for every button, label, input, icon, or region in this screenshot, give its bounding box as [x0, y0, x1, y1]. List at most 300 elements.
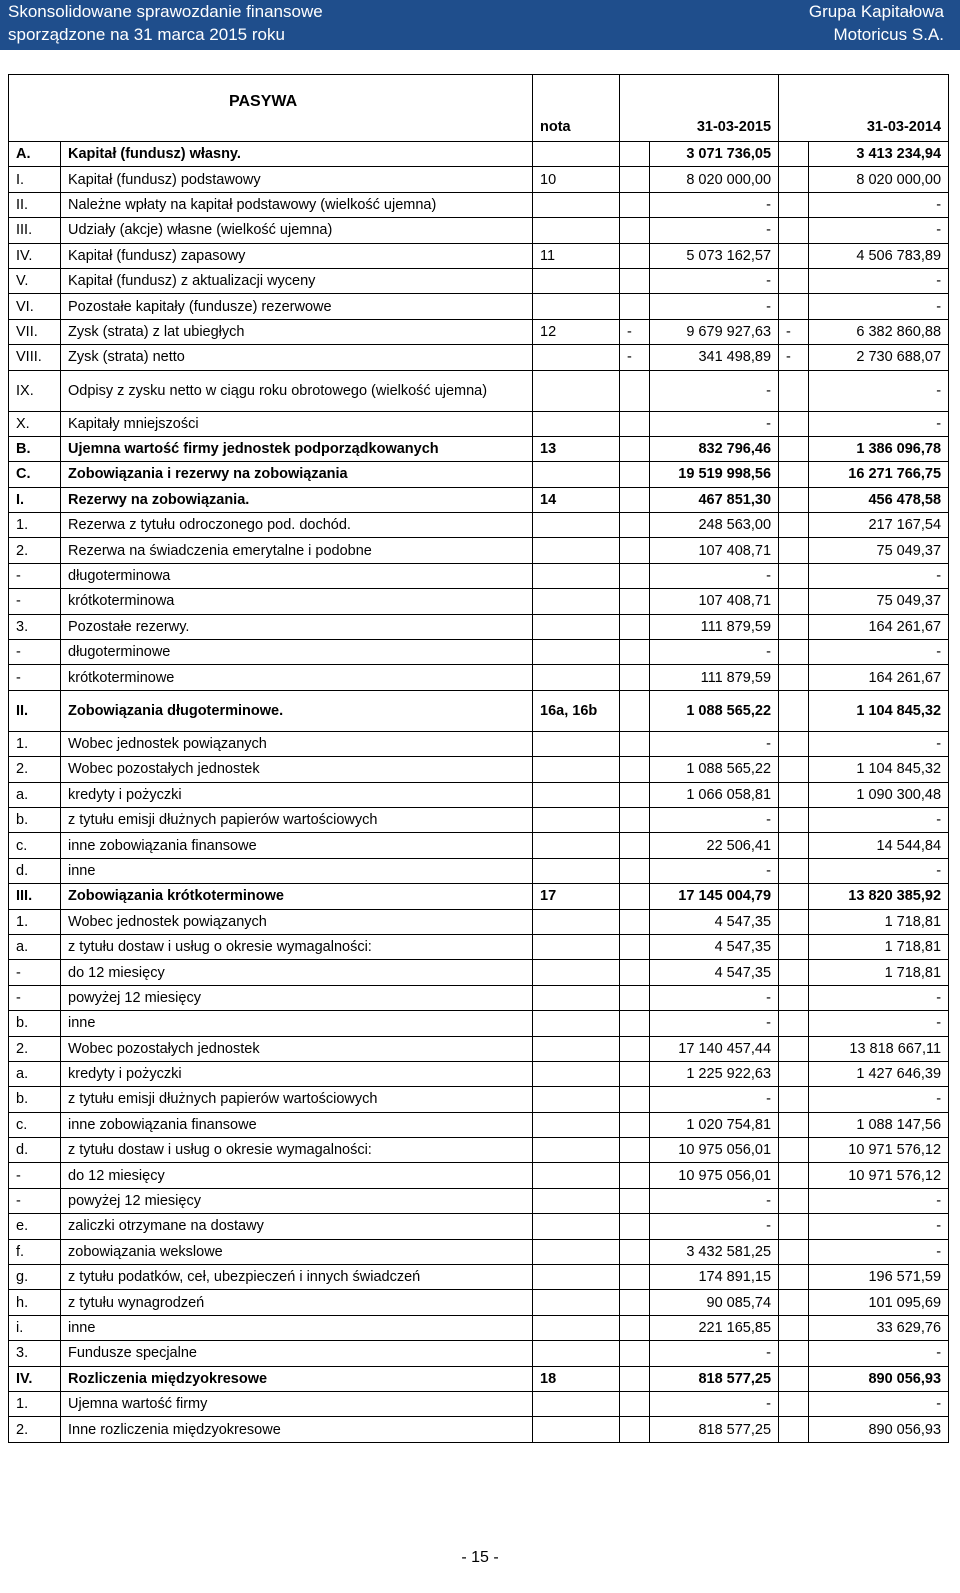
- row-id-cell: 1.: [9, 731, 61, 756]
- table-row: [9, 1087, 949, 1112]
- row-value-2015-cell: 4 547,35: [650, 960, 779, 985]
- row-id-cell: C.: [9, 462, 61, 487]
- row-prefix-2015-cell: [620, 1265, 650, 1290]
- row-prefix-2014-cell: [779, 167, 809, 192]
- row-id-cell: -: [9, 985, 61, 1010]
- row-id-cell: -: [9, 1163, 61, 1188]
- row-value-2014-cell: 456 478,58: [809, 487, 949, 512]
- table-row: [9, 487, 949, 512]
- row-value-2015-cell: 3 071 736,05: [650, 142, 779, 167]
- row-id-cell: II.: [9, 192, 61, 217]
- row-prefix-2014-cell: [779, 1036, 809, 1061]
- row-prefix-2015-cell: [620, 985, 650, 1010]
- row-prefix-2014-cell: [779, 1239, 809, 1264]
- row-label-cell: z tytułu emisji dłużnych papierów wartościowych: [61, 1087, 533, 1112]
- row-prefix-2014-cell: [779, 640, 809, 665]
- row-id-cell: 2.: [9, 1036, 61, 1061]
- row-prefix-2014-cell: [779, 1112, 809, 1137]
- row-value-2015-cell: 107 408,71: [650, 538, 779, 563]
- row-nota-cell: [533, 1417, 620, 1442]
- row-label-cell: długoterminowa: [61, 563, 533, 588]
- row-label-cell: powyżej 12 miesięcy: [61, 985, 533, 1010]
- row-label-cell: Rezerwa z tytułu odroczonego pod. dochód.: [61, 513, 533, 538]
- table-row: [9, 909, 949, 934]
- row-value-2015-cell: 3 432 581,25: [650, 1239, 779, 1264]
- row-label-cell: Wobec jednostek powiązanych: [61, 909, 533, 934]
- row-value-2014-cell: 1 104 845,32: [809, 757, 949, 782]
- row-id-cell: X.: [9, 411, 61, 436]
- table-row: [9, 294, 949, 319]
- row-value-2014-cell: -: [809, 294, 949, 319]
- row-prefix-2014-cell: [779, 243, 809, 268]
- row-prefix-2014-cell: [779, 731, 809, 756]
- table-row: [9, 690, 949, 731]
- row-value-2014-cell: -: [809, 1214, 949, 1239]
- row-value-2015-cell: 17 140 457,44: [650, 1036, 779, 1061]
- row-prefix-2014-cell: [779, 192, 809, 217]
- table-row: [9, 614, 949, 639]
- table-row: [9, 640, 949, 665]
- row-nota-cell: [533, 858, 620, 883]
- row-id-cell: -: [9, 665, 61, 690]
- row-value-2015-cell: 22 506,41: [650, 833, 779, 858]
- row-prefix-2015-cell: [620, 589, 650, 614]
- row-id-cell: -: [9, 589, 61, 614]
- row-value-2015-cell: -: [650, 218, 779, 243]
- row-prefix-2015-cell: [620, 1366, 650, 1391]
- row-value-2014-cell: -: [809, 268, 949, 293]
- table-row: [9, 192, 949, 217]
- row-label-cell: Wobec jednostek powiązanych: [61, 731, 533, 756]
- row-value-2015-cell: 221 165,85: [650, 1315, 779, 1340]
- table-row: [9, 1315, 949, 1340]
- row-prefix-2015-cell: [620, 757, 650, 782]
- row-nota-cell: [533, 370, 620, 411]
- row-label-cell: kredyty i pożyczki: [61, 782, 533, 807]
- row-label-cell: z tytułu dostaw i usług o okresie wymagalności:: [61, 1138, 533, 1163]
- row-value-2014-cell: -: [809, 1011, 949, 1036]
- row-value-2014-cell: 8 020 000,00: [809, 167, 949, 192]
- row-label-cell: Odpisy z zysku netto w ciągu roku obrotowego (wielkość ujemna): [61, 370, 533, 411]
- table-body: [9, 142, 949, 1443]
- company-name: Motoricus S.A.: [833, 25, 944, 44]
- row-prefix-2014-cell: [779, 934, 809, 959]
- row-prefix-2015-cell: [620, 690, 650, 731]
- row-prefix-2015-cell: [620, 487, 650, 512]
- row-value-2015-cell: 4 547,35: [650, 934, 779, 959]
- row-value-2015-cell: 1 020 754,81: [650, 1112, 779, 1137]
- row-value-2014-cell: 1 718,81: [809, 960, 949, 985]
- row-value-2015-cell: -: [650, 563, 779, 588]
- table-header-row: [9, 75, 949, 142]
- row-prefix-2015-cell: [620, 436, 650, 461]
- row-label-cell: zobowiązania wekslowe: [61, 1239, 533, 1264]
- row-value-2014-cell: -: [809, 1188, 949, 1213]
- row-nota-cell: [533, 192, 620, 217]
- table-row: [9, 462, 949, 487]
- row-value-2015-cell: 832 796,46: [650, 436, 779, 461]
- row-label-cell: kredyty i pożyczki: [61, 1061, 533, 1086]
- row-id-cell: b.: [9, 1011, 61, 1036]
- row-label-cell: krótkoterminowa: [61, 589, 533, 614]
- row-prefix-2015-cell: [620, 833, 650, 858]
- row-label-cell: z tytułu podatków, ceł, ubezpieczeń i innych świadczeń: [61, 1265, 533, 1290]
- row-value-2014-cell: -: [809, 218, 949, 243]
- table-row: [9, 665, 949, 690]
- row-value-2014-cell: 217 167,54: [809, 513, 949, 538]
- row-label-cell: Rozliczenia międzyokresowe: [61, 1366, 533, 1391]
- table-row: [9, 1341, 949, 1366]
- row-id-cell: i.: [9, 1315, 61, 1340]
- row-label-cell: Zysk (strata) z lat ubiegłych: [61, 319, 533, 344]
- row-value-2014-cell: -: [809, 807, 949, 832]
- row-label-cell: Zobowiązania i rezerwy na zobowiązania: [61, 462, 533, 487]
- row-nota-cell: 10: [533, 167, 620, 192]
- row-prefix-2014-cell: [779, 690, 809, 731]
- row-nota-cell: [533, 1163, 620, 1188]
- table-row: [9, 345, 949, 370]
- row-value-2015-cell: 8 020 000,00: [650, 167, 779, 192]
- row-value-2015-cell: 341 498,89: [650, 345, 779, 370]
- row-prefix-2015-cell: [620, 370, 650, 411]
- row-prefix-2014-cell: [779, 909, 809, 934]
- row-id-cell: c.: [9, 833, 61, 858]
- row-value-2014-cell: 1 386 096,78: [809, 436, 949, 461]
- row-nota-cell: [533, 960, 620, 985]
- row-id-cell: 2.: [9, 757, 61, 782]
- row-label-cell: Wobec pozostałych jednostek: [61, 757, 533, 782]
- row-value-2014-cell: -: [809, 1087, 949, 1112]
- row-value-2015-cell: 111 879,59: [650, 614, 779, 639]
- row-id-cell: d.: [9, 858, 61, 883]
- row-value-2014-cell: 16 271 766,75: [809, 462, 949, 487]
- row-id-cell: III.: [9, 884, 61, 909]
- row-value-2015-cell: 1 225 922,63: [650, 1061, 779, 1086]
- row-prefix-2014-cell: [779, 614, 809, 639]
- row-value-2015-cell: 1 088 565,22: [650, 690, 779, 731]
- row-value-2015-cell: -: [650, 985, 779, 1010]
- row-prefix-2015-cell: [620, 1112, 650, 1137]
- row-id-cell: 3.: [9, 1341, 61, 1366]
- row-value-2014-cell: 2 730 688,07: [809, 345, 949, 370]
- row-value-2014-cell: -: [809, 1239, 949, 1264]
- row-nota-cell: [533, 345, 620, 370]
- row-nota-cell: [533, 1391, 620, 1416]
- row-nota-cell: 12: [533, 319, 620, 344]
- row-nota-cell: [533, 757, 620, 782]
- row-label-cell: Zobowiązania długoterminowe.: [61, 690, 533, 731]
- table-row: [9, 142, 949, 167]
- row-prefix-2014-cell: [779, 1366, 809, 1391]
- table-row: [9, 218, 949, 243]
- row-value-2014-cell: 1 718,81: [809, 909, 949, 934]
- row-value-2014-cell: -: [809, 411, 949, 436]
- row-id-cell: V.: [9, 268, 61, 293]
- row-id-cell: I.: [9, 167, 61, 192]
- row-prefix-2014-cell: [779, 1061, 809, 1086]
- row-value-2015-cell: 107 408,71: [650, 589, 779, 614]
- table-row: [9, 833, 949, 858]
- row-prefix-2014-cell: [779, 757, 809, 782]
- row-nota-cell: 11: [533, 243, 620, 268]
- row-id-cell: a.: [9, 782, 61, 807]
- table-row: [9, 1391, 949, 1416]
- row-prefix-2014-cell: [779, 833, 809, 858]
- row-prefix-2015-cell: [620, 1061, 650, 1086]
- table-row: [9, 167, 949, 192]
- row-value-2014-cell: -: [809, 192, 949, 217]
- table-row: [9, 1366, 949, 1391]
- row-id-cell: VIII.: [9, 345, 61, 370]
- row-prefix-2014-cell: [779, 1391, 809, 1416]
- row-value-2014-cell: 1 088 147,56: [809, 1112, 949, 1137]
- row-prefix-2015-cell: [620, 782, 650, 807]
- table-row: [9, 411, 949, 436]
- row-prefix-2014-cell: [779, 782, 809, 807]
- row-prefix-2015-cell: [620, 142, 650, 167]
- row-prefix-2015-cell: [620, 909, 650, 934]
- row-label-cell: z tytułu dostaw i usług o okresie wymagalności:: [61, 934, 533, 959]
- row-prefix-2014-cell: [779, 294, 809, 319]
- column-header-2015: 31-03-2015: [620, 75, 779, 142]
- row-prefix-2015-cell: -: [620, 319, 650, 344]
- row-value-2014-cell: 1 104 845,32: [809, 690, 949, 731]
- row-value-2014-cell: -: [809, 731, 949, 756]
- row-label-cell: długoterminowe: [61, 640, 533, 665]
- table-row: [9, 858, 949, 883]
- row-prefix-2015-cell: [620, 1214, 650, 1239]
- table-row: [9, 589, 949, 614]
- row-prefix-2015-cell: [620, 934, 650, 959]
- row-value-2015-cell: -: [650, 1391, 779, 1416]
- row-label-cell: Ujemna wartość firmy: [61, 1391, 533, 1416]
- row-label-cell: Zysk (strata) netto: [61, 345, 533, 370]
- row-nota-cell: 13: [533, 436, 620, 461]
- row-value-2014-cell: 101 095,69: [809, 1290, 949, 1315]
- row-prefix-2015-cell: [620, 731, 650, 756]
- row-label-cell: Należne wpłaty na kapitał podstawowy (wielkość ujemna): [61, 192, 533, 217]
- row-prefix-2014-cell: [779, 1163, 809, 1188]
- row-value-2014-cell: 75 049,37: [809, 538, 949, 563]
- row-prefix-2014-cell: [779, 462, 809, 487]
- row-nota-cell: [533, 1188, 620, 1213]
- row-value-2014-cell: 75 049,37: [809, 589, 949, 614]
- row-value-2015-cell: -: [650, 1087, 779, 1112]
- row-prefix-2014-cell: [779, 1011, 809, 1036]
- row-prefix-2015-cell: [620, 411, 650, 436]
- row-nota-cell: [533, 807, 620, 832]
- row-value-2015-cell: 9 679 927,63: [650, 319, 779, 344]
- row-id-cell: VII.: [9, 319, 61, 344]
- row-prefix-2015-cell: [620, 1417, 650, 1442]
- row-prefix-2014-cell: [779, 960, 809, 985]
- row-value-2015-cell: 10 975 056,01: [650, 1163, 779, 1188]
- row-nota-cell: 18: [533, 1366, 620, 1391]
- row-label-cell: Inne rozliczenia międzyokresowe: [61, 1417, 533, 1442]
- row-value-2015-cell: 10 975 056,01: [650, 1138, 779, 1163]
- table-row: [9, 985, 949, 1010]
- row-value-2014-cell: -: [809, 563, 949, 588]
- row-id-cell: B.: [9, 436, 61, 461]
- row-prefix-2015-cell: [620, 1188, 650, 1213]
- row-nota-cell: [533, 1239, 620, 1264]
- row-label-cell: Ujemna wartość firmy jednostek podporządkowanych: [61, 436, 533, 461]
- row-label-cell: z tytułu wynagrodzeń: [61, 1290, 533, 1315]
- row-value-2014-cell: 890 056,93: [809, 1366, 949, 1391]
- row-value-2014-cell: -: [809, 858, 949, 883]
- row-label-cell: zaliczki otrzymane na dostawy: [61, 1214, 533, 1239]
- row-id-cell: 3.: [9, 614, 61, 639]
- row-label-cell: Kapitał (fundusz) z aktualizacji wyceny: [61, 268, 533, 293]
- row-label-cell: inne: [61, 1315, 533, 1340]
- row-value-2015-cell: 174 891,15: [650, 1265, 779, 1290]
- row-prefix-2015-cell: [620, 1391, 650, 1416]
- row-nota-cell: [533, 268, 620, 293]
- row-prefix-2014-cell: [779, 1188, 809, 1213]
- table-row: [9, 1011, 949, 1036]
- row-prefix-2014-cell: [779, 487, 809, 512]
- row-label-cell: krótkoterminowe: [61, 665, 533, 690]
- row-prefix-2015-cell: [620, 1290, 650, 1315]
- table-row: [9, 268, 949, 293]
- table-title-cell: [9, 75, 533, 142]
- row-value-2014-cell: 10 971 576,12: [809, 1138, 949, 1163]
- row-nota-cell: [533, 1315, 620, 1340]
- row-value-2015-cell: 19 519 998,56: [650, 462, 779, 487]
- row-prefix-2015-cell: [620, 243, 650, 268]
- row-prefix-2014-cell: [779, 807, 809, 832]
- row-value-2014-cell: 1 427 646,39: [809, 1061, 949, 1086]
- row-value-2015-cell: 17 145 004,79: [650, 884, 779, 909]
- row-id-cell: e.: [9, 1214, 61, 1239]
- table-row: [9, 1188, 949, 1213]
- row-nota-cell: [533, 934, 620, 959]
- row-label-cell: inne: [61, 858, 533, 883]
- row-label-cell: Udziały (akcje) własne (wielkość ujemna): [61, 218, 533, 243]
- row-id-cell: -: [9, 563, 61, 588]
- row-label-cell: inne zobowiązania finansowe: [61, 833, 533, 858]
- row-id-cell: b.: [9, 807, 61, 832]
- row-value-2015-cell: -: [650, 1011, 779, 1036]
- row-prefix-2015-cell: [620, 1315, 650, 1340]
- row-value-2015-cell: -: [650, 1188, 779, 1213]
- row-prefix-2014-cell: [779, 665, 809, 690]
- row-id-cell: -: [9, 1188, 61, 1213]
- row-id-cell: VI.: [9, 294, 61, 319]
- row-value-2014-cell: 4 506 783,89: [809, 243, 949, 268]
- row-label-cell: z tytułu emisji dłużnych papierów wartościowych: [61, 807, 533, 832]
- row-prefix-2014-cell: [779, 142, 809, 167]
- row-value-2014-cell: -: [809, 985, 949, 1010]
- row-prefix-2015-cell: [620, 192, 650, 217]
- row-value-2015-cell: 111 879,59: [650, 665, 779, 690]
- row-nota-cell: [533, 513, 620, 538]
- row-prefix-2015-cell: [620, 1036, 650, 1061]
- row-prefix-2015-cell: [620, 665, 650, 690]
- row-nota-cell: [533, 909, 620, 934]
- row-prefix-2015-cell: [620, 218, 650, 243]
- row-label-cell: inne: [61, 1011, 533, 1036]
- row-prefix-2014-cell: [779, 985, 809, 1010]
- row-id-cell: 1.: [9, 909, 61, 934]
- row-nota-cell: [533, 462, 620, 487]
- row-prefix-2015-cell: [620, 1087, 650, 1112]
- table-row: [9, 807, 949, 832]
- row-id-cell: III.: [9, 218, 61, 243]
- row-prefix-2015-cell: [620, 1239, 650, 1264]
- row-id-cell: IX.: [9, 370, 61, 411]
- row-value-2014-cell: 1 718,81: [809, 934, 949, 959]
- row-value-2015-cell: -: [650, 1214, 779, 1239]
- row-label-cell: Kapitał (fundusz) zapasowy: [61, 243, 533, 268]
- row-value-2015-cell: -: [650, 858, 779, 883]
- row-nota-cell: 14: [533, 487, 620, 512]
- row-value-2015-cell: -: [650, 640, 779, 665]
- table-row: [9, 370, 949, 411]
- table-row: [9, 538, 949, 563]
- row-nota-cell: [533, 294, 620, 319]
- row-id-cell: I.: [9, 487, 61, 512]
- row-value-2015-cell: 5 073 162,57: [650, 243, 779, 268]
- table-row: [9, 436, 949, 461]
- row-id-cell: h.: [9, 1290, 61, 1315]
- column-header-2014: 31-03-2014: [779, 75, 949, 142]
- row-value-2014-cell: 6 382 860,88: [809, 319, 949, 344]
- row-id-cell: 1.: [9, 513, 61, 538]
- row-nota-cell: [533, 142, 620, 167]
- row-id-cell: IV.: [9, 243, 61, 268]
- row-prefix-2015-cell: -: [620, 345, 650, 370]
- row-value-2014-cell: 890 056,93: [809, 1417, 949, 1442]
- table-row: [9, 243, 949, 268]
- row-nota-cell: [533, 1087, 620, 1112]
- row-prefix-2015-cell: [620, 268, 650, 293]
- row-id-cell: c.: [9, 1112, 61, 1137]
- row-nota-cell: [533, 538, 620, 563]
- row-nota-cell: [533, 665, 620, 690]
- row-value-2015-cell: 818 577,25: [650, 1366, 779, 1391]
- row-prefix-2014-cell: [779, 370, 809, 411]
- row-nota-cell: [533, 1265, 620, 1290]
- row-label-cell: Pozostałe rezerwy.: [61, 614, 533, 639]
- row-value-2015-cell: -: [650, 268, 779, 293]
- table-row: [9, 731, 949, 756]
- row-id-cell: f.: [9, 1239, 61, 1264]
- row-nota-cell: [533, 731, 620, 756]
- row-prefix-2014-cell: [779, 1290, 809, 1315]
- row-prefix-2015-cell: [620, 513, 650, 538]
- table-row: [9, 884, 949, 909]
- row-label-cell: Kapitały mniejszości: [61, 411, 533, 436]
- row-nota-cell: [533, 218, 620, 243]
- row-label-cell: Pozostałe kapitały (fundusze) rezerwowe: [61, 294, 533, 319]
- row-prefix-2014-cell: [779, 1138, 809, 1163]
- row-id-cell: 2.: [9, 538, 61, 563]
- row-nota-cell: [533, 1036, 620, 1061]
- row-value-2014-cell: 33 629,76: [809, 1315, 949, 1340]
- row-id-cell: a.: [9, 934, 61, 959]
- row-id-cell: 2.: [9, 1417, 61, 1442]
- row-prefix-2014-cell: [779, 1087, 809, 1112]
- nota-column-header: nota: [533, 75, 620, 142]
- table-row: [9, 960, 949, 985]
- table-row: [9, 1214, 949, 1239]
- row-prefix-2015-cell: [620, 1341, 650, 1366]
- row-prefix-2015-cell: [620, 640, 650, 665]
- row-value-2014-cell: 1 090 300,48: [809, 782, 949, 807]
- table-row: [9, 1061, 949, 1086]
- row-nota-cell: [533, 833, 620, 858]
